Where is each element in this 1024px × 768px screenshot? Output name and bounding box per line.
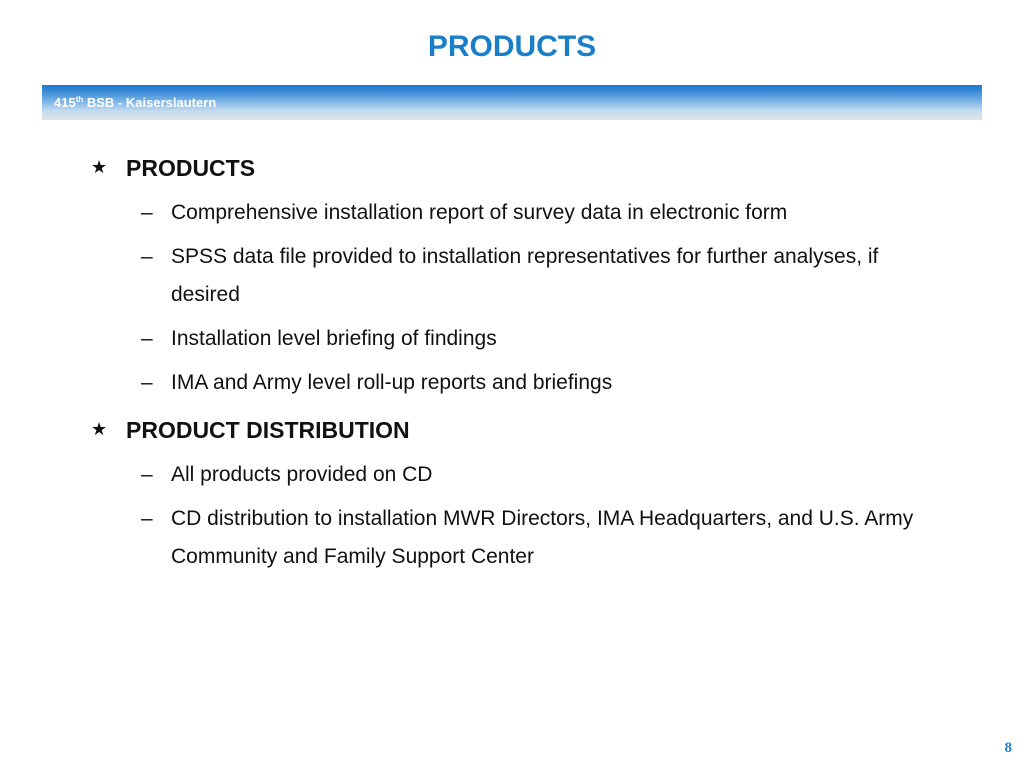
list-item-text: All products provided on CD	[171, 463, 433, 486]
bullet-list	[0, 194, 1024, 402]
dash-bullet-icon: –	[141, 245, 153, 268]
section-product-distribution	[0, 412, 1024, 576]
section-heading-text: PRODUCTS	[126, 155, 256, 181]
section-heading	[0, 150, 1024, 194]
list-item	[0, 238, 1024, 314]
list-item	[0, 320, 1024, 358]
slide-title: PRODUCTS	[427, 30, 597, 63]
banner-text	[54, 96, 216, 110]
list-item	[0, 500, 1024, 576]
slide-body	[0, 150, 1024, 582]
banner-text-superscript: th	[75, 95, 84, 104]
dash-bullet-icon: –	[141, 371, 153, 394]
bullet-list	[0, 456, 1024, 576]
banner-text-prefix: 415	[54, 95, 76, 110]
list-item-text: Comprehensive installation report of survey data in electronic form	[171, 201, 788, 224]
banner-text-suffix: BSB - Kaiserslautern	[83, 95, 217, 110]
page-number: 8	[1004, 740, 1012, 756]
section-heading	[0, 412, 1024, 456]
list-item-text: IMA and Army level roll-up reports and briefings	[171, 371, 613, 394]
dash-bullet-icon: –	[141, 201, 153, 224]
dash-bullet-icon: –	[141, 327, 153, 350]
list-item-text: Installation level briefing of findings	[171, 327, 497, 350]
section-products	[0, 150, 1024, 402]
list-item	[0, 364, 1024, 402]
section-heading-text: PRODUCT DISTRIBUTION	[126, 417, 410, 443]
list-item	[0, 194, 1024, 232]
star-icon: ★	[91, 157, 108, 178]
star-icon: ★	[91, 419, 108, 440]
list-item	[0, 456, 1024, 494]
list-item-text: SPSS data file provided to installation representatives for further analyses, if desired	[171, 245, 879, 306]
list-item-text: CD distribution to installation MWR Directors, IMA Headquarters, and U.S. Army Community and Family Support Center	[171, 507, 914, 568]
dash-bullet-icon: –	[141, 463, 153, 486]
dash-bullet-icon: –	[141, 507, 153, 530]
header-banner	[42, 85, 982, 120]
